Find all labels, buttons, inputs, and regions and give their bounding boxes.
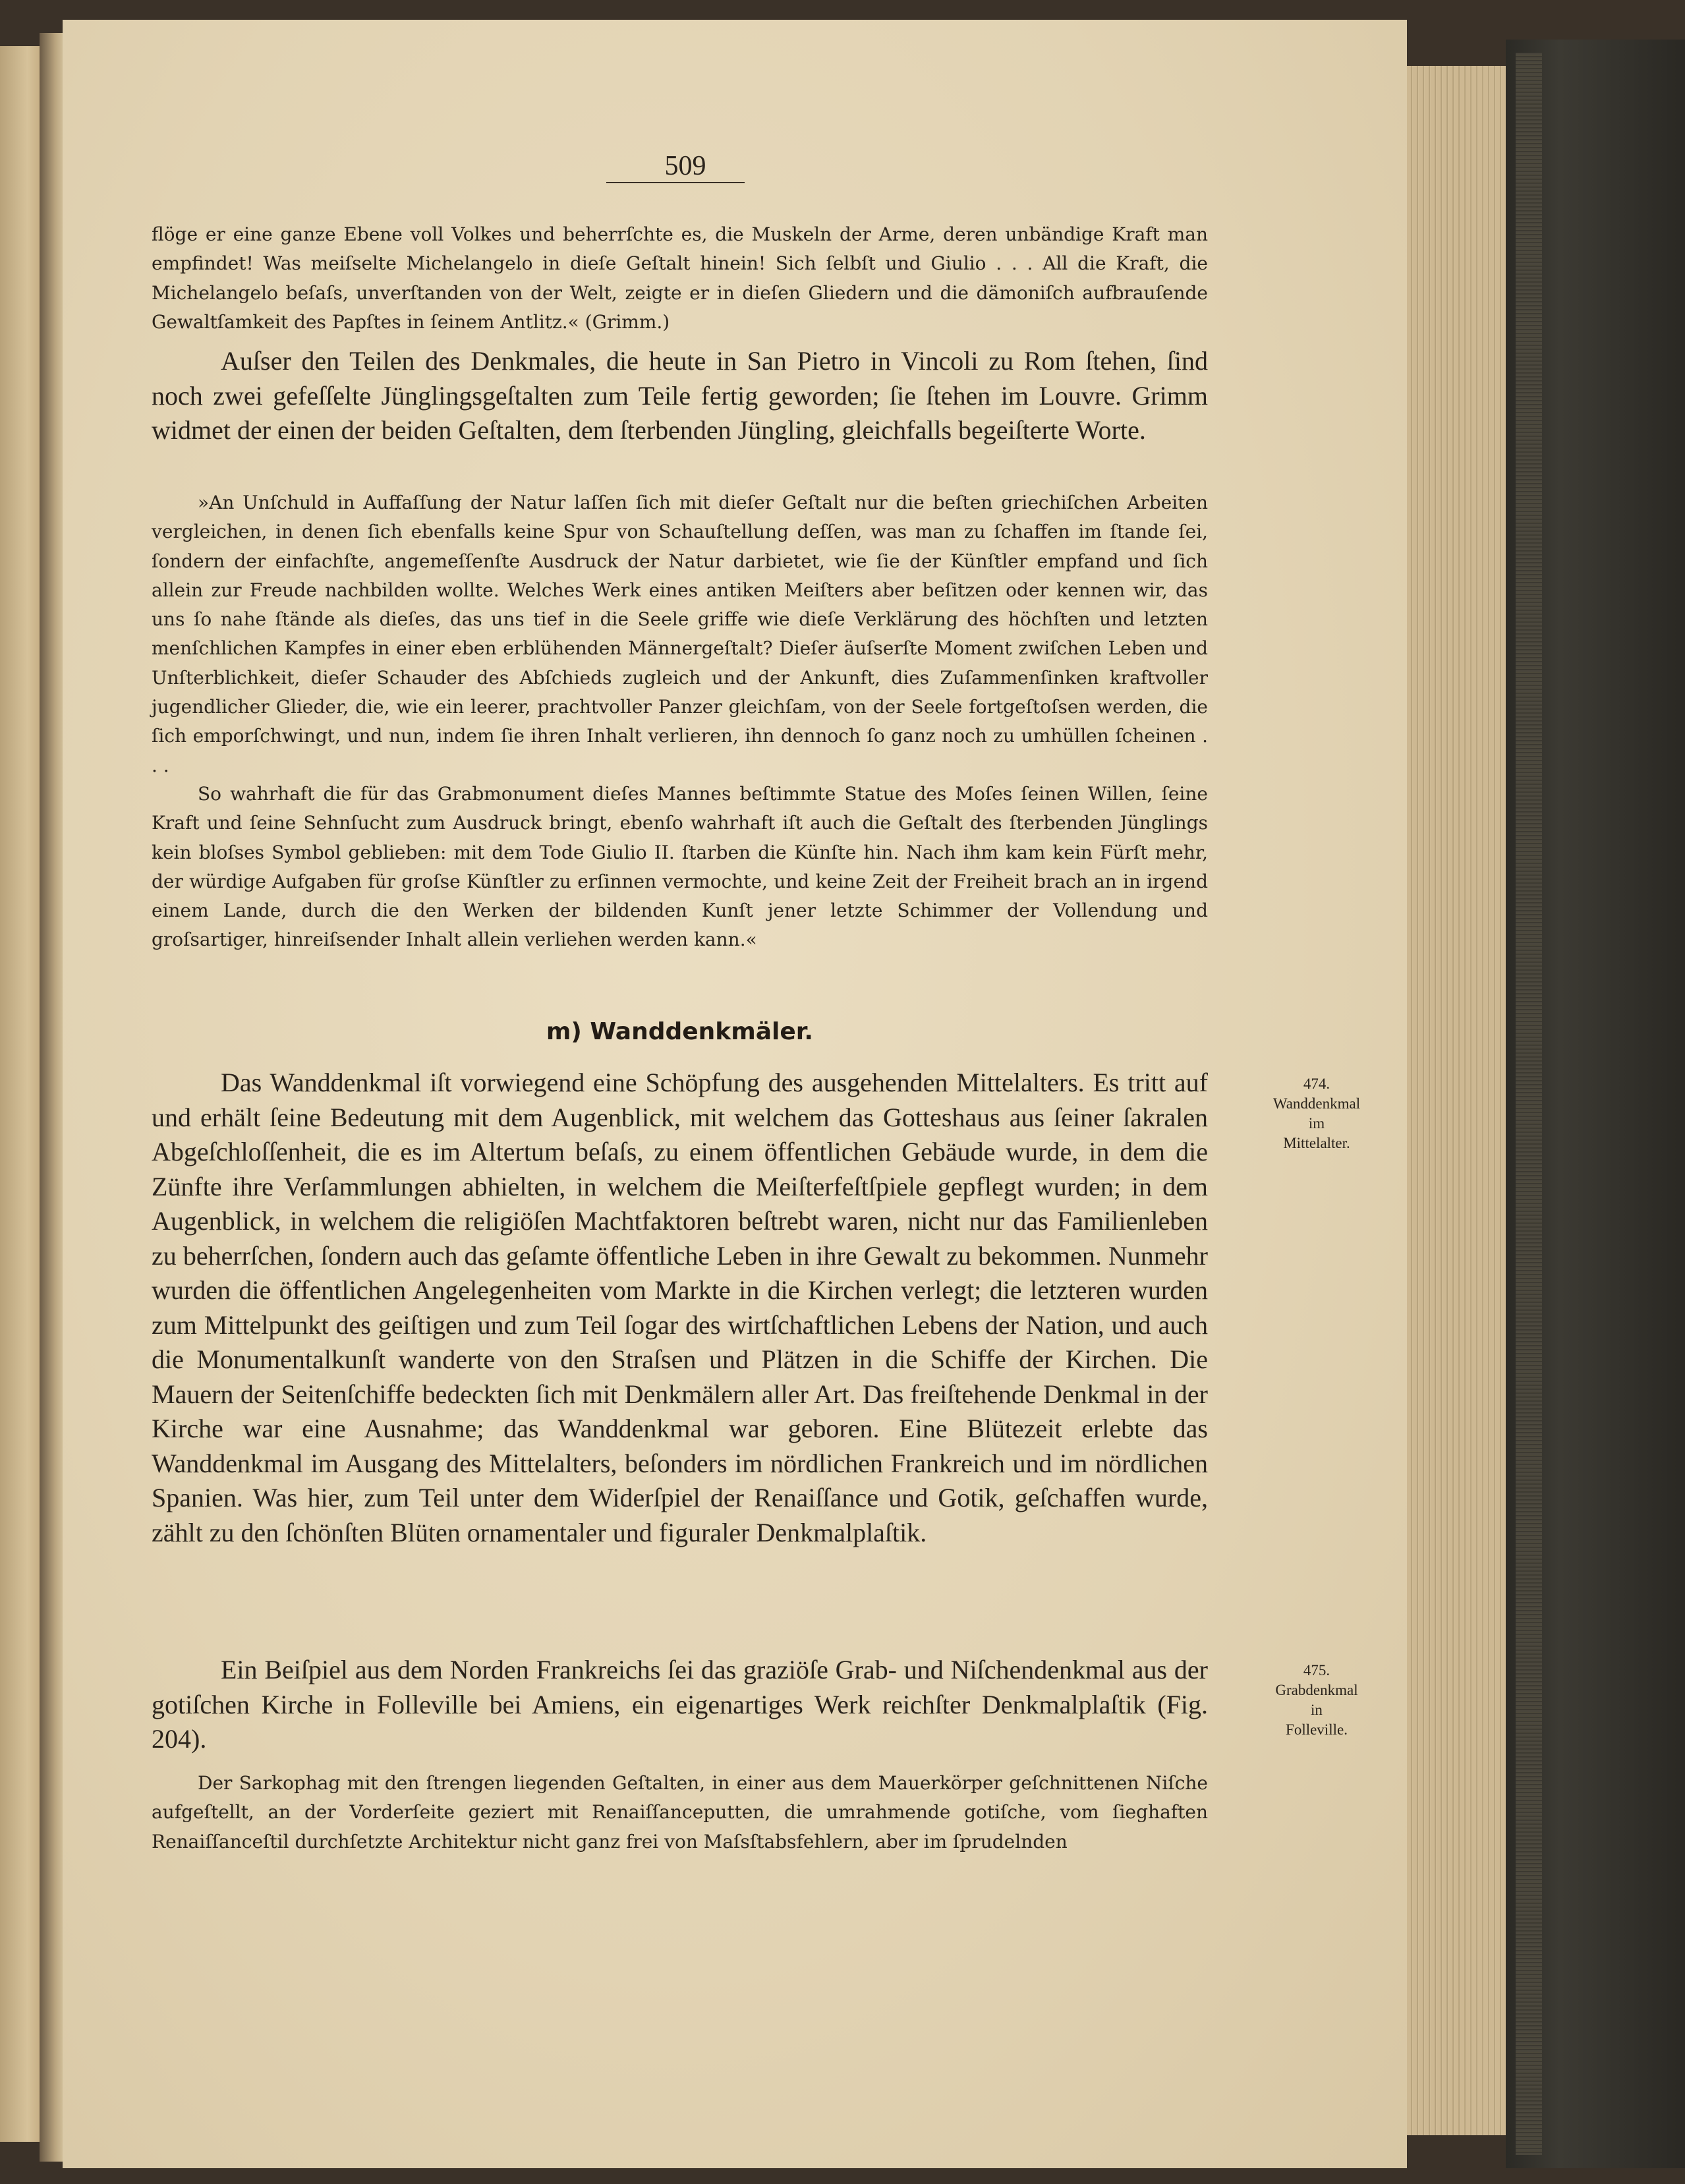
paragraph-louvre bbox=[152, 344, 1208, 448]
paragraph-sarkophag-text: Der Sarkophag mit den ſtrengen liegenden Geſtalten, in einer aus dem Mauerkörper geſchnittenen Niſche aufgeſtellt, an der Vorderſeite geziert mit Renaiſſanceputten, die umrahmende gotiſche, vom ſieghaften Renaiſſanceſtil durchſetzte Architektur nicht ganz frei von Maſsſtabsfehlern, aber im ſprudelnden bbox=[152, 1772, 1208, 1853]
margin-note-number: 475. bbox=[1303, 1662, 1330, 1679]
margin-note-line: Wanddenkmal bbox=[1272, 1095, 1361, 1112]
page-edges bbox=[1407, 66, 1506, 2135]
margin-note-line: Mittelalter. bbox=[1283, 1135, 1350, 1151]
margin-note-475 bbox=[1247, 1661, 1386, 1740]
facing-page-edge bbox=[0, 46, 40, 2142]
paragraph-folleville-text: Ein Beiſpiel aus dem Norden Frankreichs ſei das graziöſe Grab- und Niſchendenkmal aus der gotiſchen Kirche in Folleville bei Amiens, ein eigenartiges Werk reichſter Denkmalplaſtik (Fig. 204). bbox=[152, 1655, 1208, 1754]
quote-unschuld bbox=[152, 488, 1208, 780]
margin-note-474 bbox=[1247, 1074, 1386, 1153]
quote-intro bbox=[152, 220, 1208, 337]
quote-intro-text: flöge er eine ganze Ebene voll Volkes und beherrſchte es, die Muskeln der Arme, deren unbändige Kraft man empfindet! Was meiſselte Michelangelo in dieſe Geſtalt hinein! Sich ſelbſt und Giulio . . . All die Kraft, die Michelangelo beſaſs, unverſtanden von der Welt, zeigte er in dieſen Gliedern und die dämoniſch aufbrauſende Gewaltſamkeit des Papſtes in ſeinem Antlitz.« (Grimm.) bbox=[152, 223, 1208, 333]
margin-note-line: in bbox=[1311, 1702, 1323, 1718]
quote-moses bbox=[152, 780, 1208, 955]
paragraph-folleville bbox=[152, 1653, 1208, 1757]
quote-unschuld-text: »An Unſchuld in Auffaſſung der Natur laſſen ſich mit dieſer Geſtalt nur die beſten griechiſchen Arbeiten vergleichen, in denen ſich ebenfalls keine Spur von Schauſtellung deſſen, was man zu ſchaffen im ſtande ſei, ſondern der einfachſte, angemeſſenſte Ausdruck der Natur darbietet, wie ſie der Künſtler empfand und ſich allein zur Freude nachbilden wollte. Welches Werk eines antiken Meiſters aber beſitzen oder kennen wir, das uns ſo nahe ſtände als dieſes, das uns tief in die Seele griffe wie dieſe Verklärung des höchſten und letzten menſchlichen Kampfes in einer eben erblühenden Männergeſtalt? Dieſer äuſserſte Moment zwiſchen Leben und Unſterblichkeit, dieſer Schauder des Abſchieds zugleich und der Ankunft, dies Zuſammenſinken kraftvoller jugendlicher Glieder, die, wie ein leerer, prachtvoller Panzer gleichſam, von der Seele fortgeſtoſsen werden, die ſich emporſchwingt, und nun, indem ſie ihren Inhalt verlieren, ihn dennoch ſo ganz noch zu umhüllen ſcheinen . . . bbox=[152, 492, 1208, 776]
quote-moses-text: So wahrhaft die für das Grabmonument dieſes Mannes beſtimmte Statue des Moſes ſeinen Willen, ſeine Kraft und ſeine Sehnſucht zum Ausdruck bringt, ebenſo wahrhaft iſt auch die Geſtalt des ſterbenden Jünglings kein bloſses Symbol geblieben: mit dem Tode Giulio II. ſtarben die Künſte hin. Nach ihm kam kein Fürſt mehr, der würdige Aufgaben für groſse Künſtler zu erſinnen vermochte, und keine Zeit der Freiheit brach an in irgend einem Lande, durch die den Werken der bildenden Kunſt jener letzte Schimmer der Vollendung und groſsartiger, hinreiſsender Inhalt allein verliehen werden kann.« bbox=[152, 783, 1208, 951]
margin-note-line: Folleville. bbox=[1286, 1721, 1348, 1738]
paragraph-wanddenkmal bbox=[152, 1066, 1208, 1550]
margin-note-line: im bbox=[1308, 1115, 1325, 1132]
page-number: 509 bbox=[664, 151, 706, 181]
margin-note-number: 474. bbox=[1303, 1076, 1330, 1092]
margin-note-line: Grabdenkmal bbox=[1275, 1682, 1358, 1698]
paragraph-wanddenkmal-text: Das Wanddenkmal iſt vorwiegend eine Schöpfung des ausgehenden Mittelalters. Es tritt auf und erhält ſeine Bedeutung mit dem Augenblick, mit welchem das Gotteshaus aus ſeiner ſakralen Abgeſchloſſenheit, die es im Altertum beſaſs, zu einem öffentlichen Gebäude wurde, in dem die Zünfte ihre Verſammlungen abhielten, in welchem die Meiſterfeſtſpiele gepflegt wurden; in dem Augenblick, in welchem die religiöſen Machtfaktoren beſtrebt waren, nicht nur das Familienleben zu beherrſchen, ſondern auch das geſamte öffentliche Leben in ihre Gewalt zu bekommen. Nunmehr wurden die öffentlichen Angelegenheiten vom Markte in die Kirchen verlegt; die letzteren wurden zum Mittelpunkt des geiſtigen und zum Teil ſogar des wirtſchaftlichen Lebens der Nation, und auch die Monumentalkunſt wanderte von den Straſsen und Plätzen in die Schiffe der Kirchen. Die Mauern der Seitenſchiffe bedeckten ſich mit Denkmälern aller Art. Das freiſtehende Denkmal in der Kirche war eine Ausnahme; das Wanddenkmal war geboren. Eine Blütezeit erlebte das Wanddenkmal im Ausgang des Mittelalters, beſonders im nördlichen Frankreich und im nördlichen Spanien. Was hier, zum Teil unter dem Widerſpiel der Renaiſſance und Gotik, geſchaffen wurde, zählt zu den ſchönſten Blüten ornamentaler und figuraler Denkmalplaſtik. bbox=[152, 1068, 1208, 1547]
paragraph-sarkophag bbox=[152, 1769, 1208, 1856]
book-gutter bbox=[40, 33, 66, 2162]
section-heading: m) Wanddenkmäler. bbox=[546, 1018, 814, 1045]
page-number-rule bbox=[606, 182, 745, 183]
paragraph-louvre-text: Auſser den Teilen des Denkmales, die heute in San Pietro in Vincoli zu Rom ſtehen, ſind noch zwei gefeſſelte Jünglingsgeſtalten zum Teile fertig geworden; ſie ſtehen im Louvre. Grimm widmet der einen der beiden Geſtalten, dem ſterbenden Jüngling, gleichfalls begeiſterte Worte. bbox=[152, 346, 1208, 445]
cover-binding bbox=[1516, 53, 1542, 2155]
